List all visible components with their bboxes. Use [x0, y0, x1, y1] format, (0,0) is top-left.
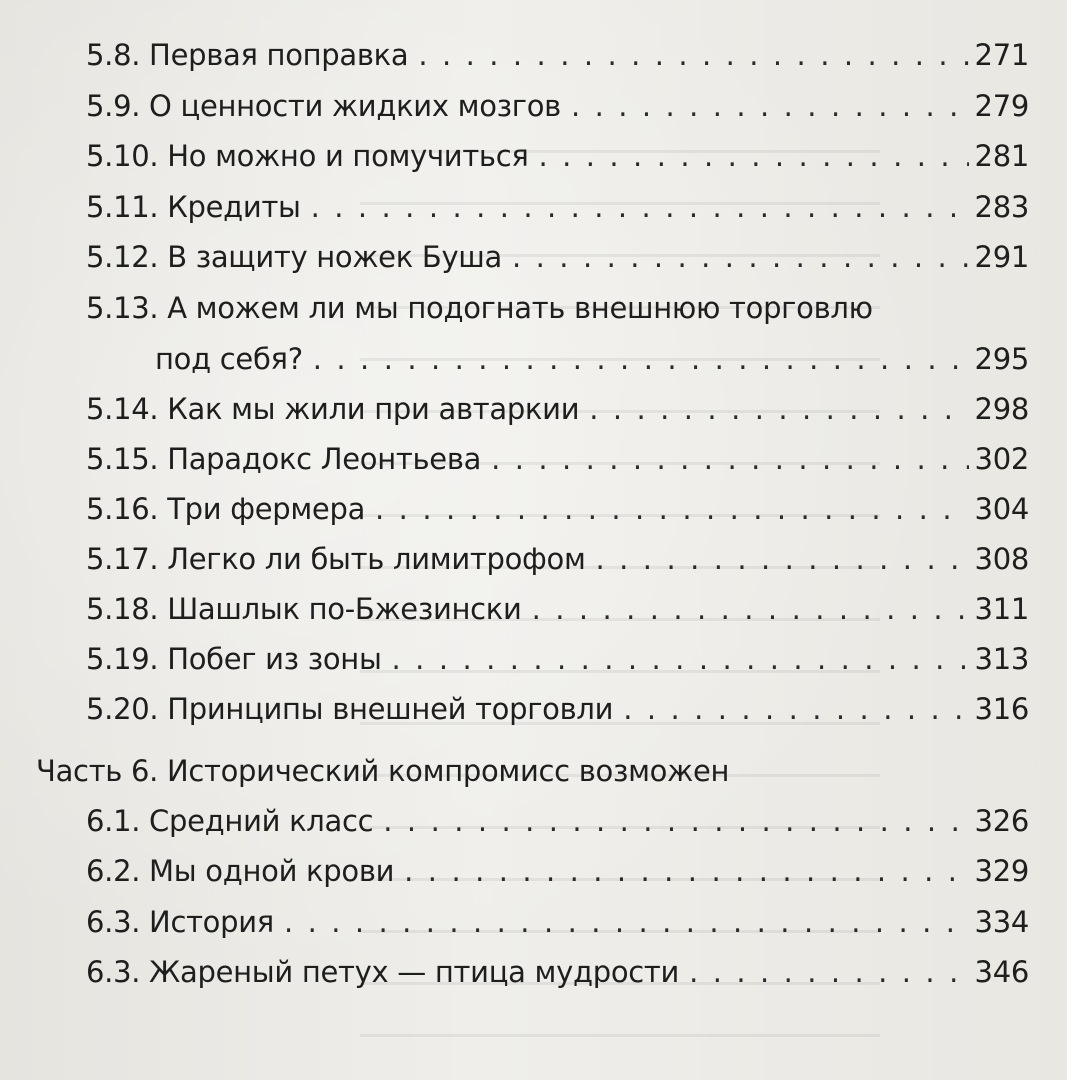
toc-entry-title: 5.11. Кредиты [86, 190, 301, 224]
toc-entry-continuation [155, 334, 1029, 384]
toc-entry [86, 684, 1029, 734]
toc-entry-title: 5.17. Легко ли быть лимитрофом [86, 542, 586, 576]
toc-entry-page: 316 [974, 692, 1029, 726]
toc-entry [86, 484, 1029, 534]
dot-leader [311, 182, 969, 232]
toc-entry-page: 304 [974, 492, 1029, 526]
dot-leader [313, 334, 969, 384]
dot-leader [571, 81, 969, 131]
toc-entry-page: 329 [974, 854, 1029, 888]
dot-leader [539, 131, 969, 181]
toc-entry-title: 6.3. Жареный петух — птица мудрости [86, 955, 680, 989]
dot-leader [383, 796, 968, 846]
dot-leader [418, 30, 968, 80]
toc-entry [86, 897, 1029, 947]
dot-leader [689, 947, 968, 997]
dot-leader [284, 897, 969, 947]
toc-entry-page: 291 [974, 240, 1029, 274]
toc-entry [86, 182, 1029, 232]
toc-entry-page: 281 [974, 139, 1029, 173]
dot-leader [589, 384, 968, 434]
toc-entry-title: 5.15. Парадокс Леонтьева [86, 442, 482, 476]
toc-entry [86, 534, 1029, 584]
toc-entry [86, 384, 1029, 434]
toc-entry-title: 5.12. В защиту ножек Буша [86, 240, 503, 274]
toc-entry-title: 5.8. Первая поправка [86, 38, 409, 72]
toc-entry-title: 5.16. Три фермера [86, 492, 366, 526]
toc-entry-page: 298 [974, 392, 1029, 426]
toc-entry-title: 5.10. Но можно и помучиться [86, 139, 529, 173]
dot-leader [375, 484, 969, 534]
toc-entry [86, 131, 1029, 181]
toc-entry-page: 295 [974, 342, 1029, 376]
toc-entry-page: 334 [974, 905, 1029, 939]
toc-entry-title: 6.2. Мы одной крови [86, 854, 395, 888]
dot-leader [491, 434, 968, 484]
toc-entry-title: 5.18. Шашлык по-Бжезински [86, 592, 522, 626]
toc-entry-title: 6.3. История [86, 905, 274, 939]
toc-entry [86, 796, 1029, 846]
dot-leader [532, 584, 969, 634]
toc-entry-title: 5.19. Побег из зоны [86, 642, 382, 676]
toc-entry-page: 271 [974, 38, 1029, 72]
toc-entry-title: 5.14. Как мы жили при автаркии [86, 392, 580, 426]
part-heading-text: Часть 6. Исторический компромисс возможен [36, 754, 730, 788]
toc-entry-page: 308 [974, 542, 1029, 576]
part-heading [36, 746, 1029, 796]
toc-entry-page: 279 [974, 89, 1029, 123]
toc-entry [86, 584, 1029, 634]
toc-entry-title: 6.1. Средний класс [86, 804, 374, 838]
toc-entry-page: 346 [974, 955, 1029, 989]
dot-leader [404, 846, 968, 896]
toc-entry-title-continuation: под себя? [155, 342, 303, 376]
toc-entry-page: 311 [974, 592, 1029, 626]
toc-entry [86, 30, 1029, 80]
dot-leader [623, 684, 968, 734]
toc-entry [86, 232, 1029, 282]
dot-leader [512, 232, 969, 282]
toc-entry-title: 5.13. А можем ли мы подогнать внешнюю торговлю [86, 291, 873, 325]
toc-entry-title: 5.20. Принципы внешней торговли [86, 692, 614, 726]
dot-leader [596, 534, 969, 584]
toc-entry-page: 313 [974, 642, 1029, 676]
toc-entry [86, 846, 1029, 896]
dot-leader [392, 634, 969, 684]
toc-entry [86, 947, 1029, 997]
toc-entry-page: 302 [974, 442, 1029, 476]
toc-entry-page: 326 [974, 804, 1029, 838]
toc-entry [86, 634, 1029, 684]
toc-entry-page: 283 [974, 190, 1029, 224]
toc-entry [86, 81, 1029, 131]
toc-entry-first-line [86, 283, 1029, 333]
toc-entry-title: 5.9. О ценности жидких мозгов [86, 89, 561, 123]
toc-entry [86, 434, 1029, 484]
